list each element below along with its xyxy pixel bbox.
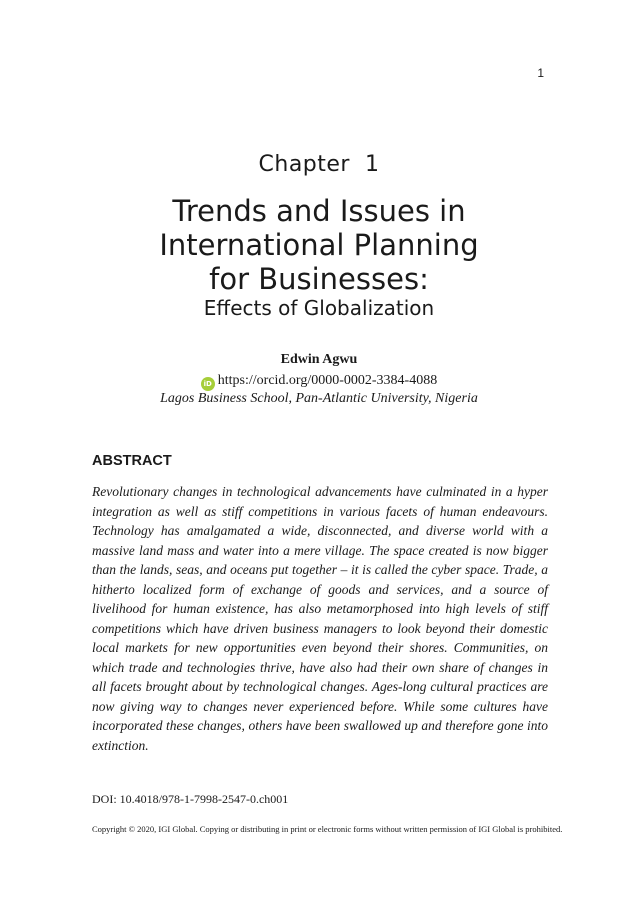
author-name: Edwin Agwu bbox=[280, 352, 358, 367]
copyright-notice: Copyright © 2020, IGI Global. Copying or distributing in print or electronic forms without written permission of IGI Global is prohibited. bbox=[92, 824, 563, 834]
abstract-text: Revolutionary changes in technological advancements have culminated in a hyper integration as well as stiff competitions in various facets of human endeavours. Technology has amalgamated a wide, disconnected, and diverse world with a massive land mass and water into a mere village. The space created is now bigger than the lands, seas, and oceans put together – it is called the cyber space. Trade, a hitherto localized form of exchange of goods and services, and a source of livelihood for human existence, has also metamorphosed into high levels of stiff competitions which have driven business managers to look beyond their domestic local markets for new opportunities even beyond their shores. Communities, on which trade and technologies thrive, have also had their own share of changes in all facets brought about by technological changes. Ages-long cultural practices are now giving way to changes never experienced before. While some cultures have incorporated these changes, others have been swallowed up and therefore gone into extinction. bbox=[92, 484, 548, 753]
author-orcid bbox=[0, 373, 638, 391]
chapter-subtitle: Effects of Globalization bbox=[203, 296, 435, 320]
orcid-icon[interactable]: iD bbox=[201, 377, 215, 391]
chapter-title bbox=[0, 194, 638, 296]
doi-line: DOI: 10.4018/978-1-7998-2547-0.ch001 bbox=[92, 792, 289, 806]
chapter-label: Chapter 1 bbox=[258, 152, 380, 177]
author-affiliation: Lagos Business School, Pan-Atlantic University, Nigeria bbox=[160, 391, 478, 406]
chapter-title-line: International Planning bbox=[159, 228, 479, 262]
chapter-title-line: Trends and Issues in bbox=[172, 194, 466, 228]
abstract-heading: ABSTRACT bbox=[92, 453, 172, 469]
orcid-link[interactable]: https://orcid.org/0000-0002-3384-4088 bbox=[217, 373, 438, 388]
chapter-title-line: for Businesses: bbox=[209, 262, 429, 296]
page-number: 1 bbox=[537, 66, 544, 80]
